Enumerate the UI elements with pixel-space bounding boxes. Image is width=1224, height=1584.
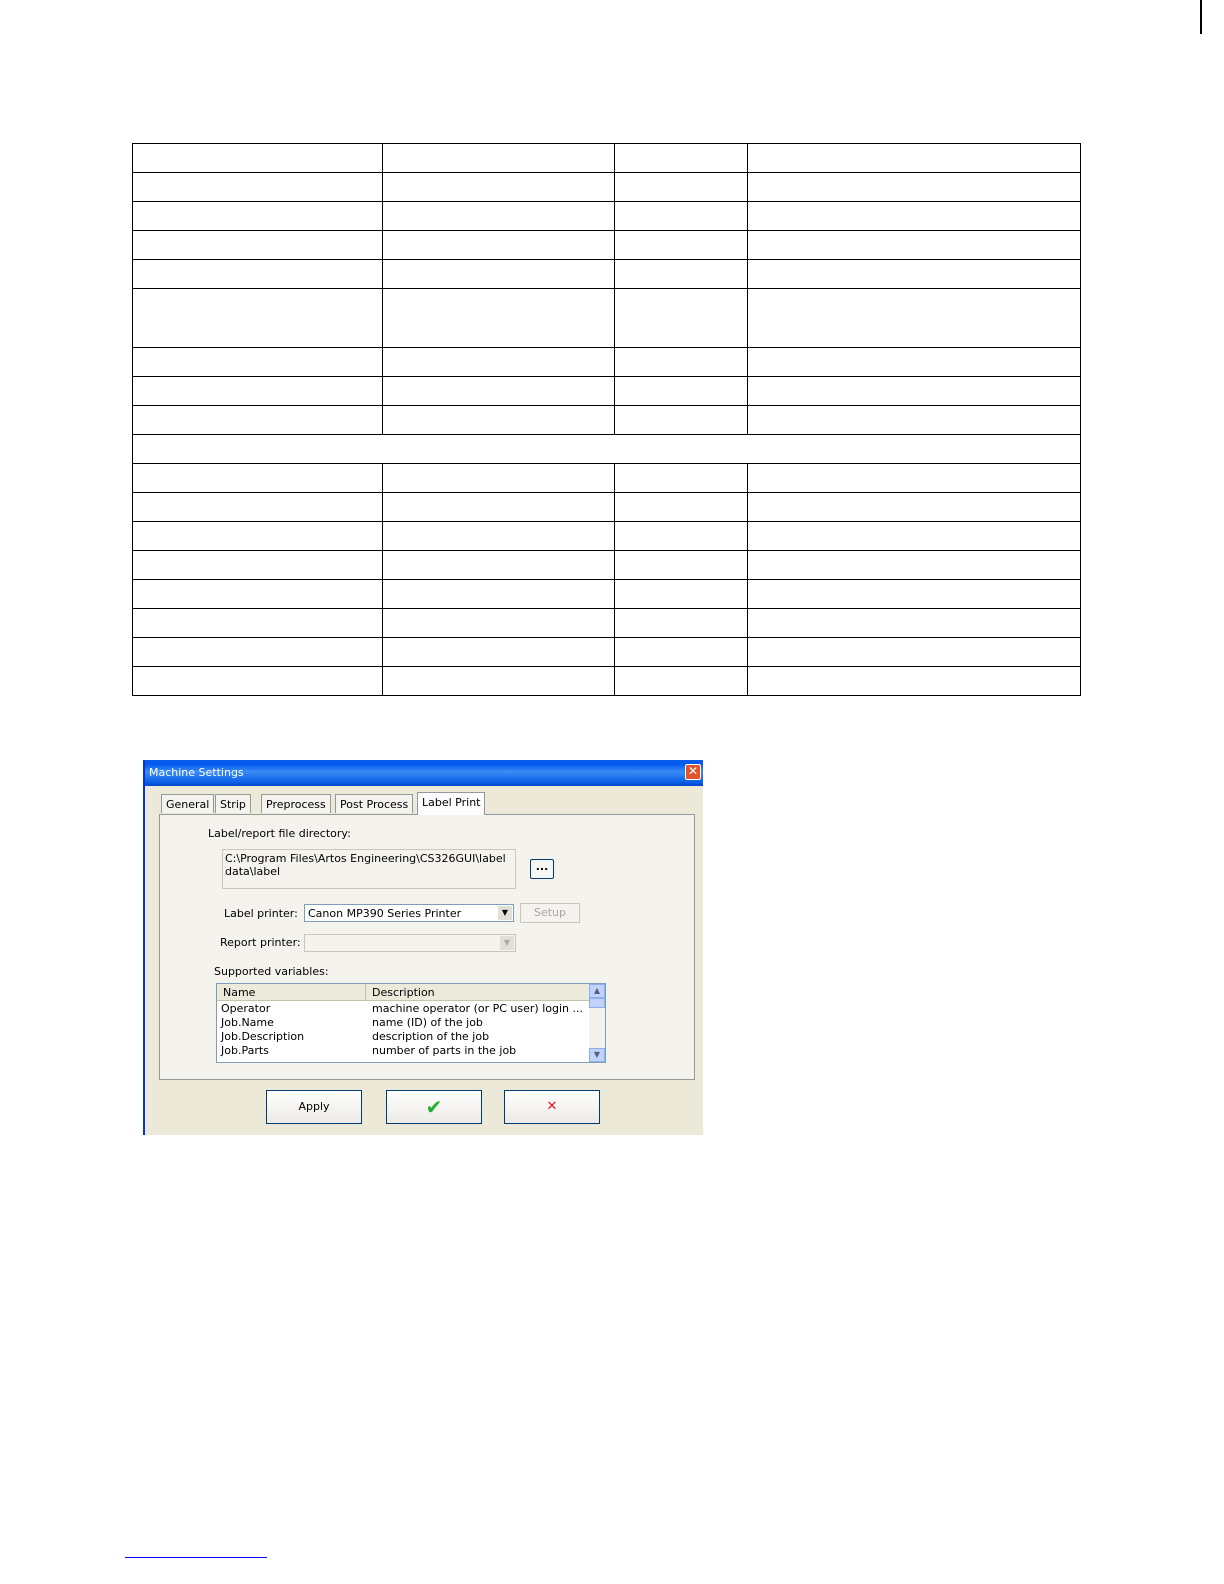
table-row: [133, 406, 1081, 435]
table-row: [133, 667, 1081, 696]
table-row: [133, 493, 1081, 522]
table-row: [133, 464, 1081, 493]
variable-name: Job.Name: [221, 1016, 274, 1029]
machine-settings-dialog: [143, 760, 703, 1135]
table-row: [133, 522, 1081, 551]
variable-description: machine operator (or PC user) login ...: [372, 1002, 583, 1015]
scroll-down-icon[interactable]: ▼: [589, 1048, 605, 1062]
close-icon: ✕: [546, 1099, 558, 1114]
table-row: [133, 202, 1081, 231]
variable-name: Operator: [221, 1002, 271, 1015]
chevron-down-icon[interactable]: ▼: [498, 906, 512, 920]
checkmark-icon: ✔: [425, 1095, 443, 1119]
dialog-titlebar[interactable]: [145, 760, 703, 786]
table-row: [133, 289, 1081, 348]
label-printer-select[interactable]: [304, 904, 514, 922]
scroll-thumb[interactable]: [589, 998, 605, 1008]
cancel-button[interactable]: [504, 1090, 600, 1124]
table-row: [133, 580, 1081, 609]
table-row: [133, 609, 1081, 638]
supported-variables-label: Supported variables:: [214, 965, 329, 978]
list-header: [217, 984, 591, 1001]
label-printer-label: Label printer:: [224, 907, 298, 920]
column-header-description[interactable]: Description: [372, 986, 435, 999]
column-divider[interactable]: [365, 984, 366, 1000]
label-printer-value: Canon MP390 Series Printer: [308, 907, 462, 920]
apply-button[interactable]: [266, 1090, 362, 1124]
tab-general[interactable]: General: [161, 794, 214, 813]
vertical-scrollbar[interactable]: [589, 984, 605, 1062]
close-button[interactable]: [685, 764, 701, 780]
chevron-down-icon[interactable]: ▼: [500, 936, 514, 950]
table-row: [133, 231, 1081, 260]
tab-preprocess[interactable]: Preprocess: [261, 794, 331, 813]
directory-label: Label/report file directory:: [208, 827, 351, 840]
tab-strip[interactable]: Strip: [215, 794, 251, 813]
variable-name: Job.Parts: [221, 1044, 269, 1057]
variable-description: name (ID) of the job: [372, 1016, 483, 1029]
table-row: [133, 377, 1081, 406]
variable-description: number of parts in the job: [372, 1044, 517, 1057]
tab-label-print[interactable]: Label Print: [417, 792, 485, 815]
variable-name: Job.Description: [221, 1030, 305, 1043]
ok-button[interactable]: [386, 1090, 482, 1124]
label-print-panel: [159, 814, 695, 1080]
list-item[interactable]: [217, 1044, 591, 1058]
list-item[interactable]: [217, 1030, 591, 1044]
tab-post-process[interactable]: Post Process: [335, 794, 413, 813]
table-row: [133, 173, 1081, 202]
scroll-up-icon[interactable]: ▲: [589, 984, 605, 998]
table-row: [133, 348, 1081, 377]
variable-description: description of the job: [372, 1030, 490, 1043]
empty-grid-table: [132, 143, 1081, 696]
list-item[interactable]: [217, 1002, 591, 1016]
footnote-rule: [125, 1557, 267, 1558]
apply-label: Apply: [298, 1100, 330, 1113]
table-row: [133, 638, 1081, 667]
column-header-name[interactable]: Name: [223, 986, 256, 999]
setup-button[interactable]: Setup: [520, 903, 580, 923]
table-section-row: [133, 435, 1081, 464]
report-printer-select[interactable]: [304, 934, 516, 952]
table-row: [133, 260, 1081, 289]
close-icon: ✕: [687, 764, 699, 778]
supported-variables-list[interactable]: [216, 983, 606, 1063]
browse-button[interactable]: ...: [530, 859, 554, 879]
list-item[interactable]: [217, 1016, 591, 1030]
table-row: [133, 144, 1081, 173]
dialog-title: Machine Settings: [149, 766, 244, 779]
report-printer-label: Report printer:: [220, 936, 301, 949]
table-row: [133, 551, 1081, 580]
directory-field[interactable]: C:\Program Files\Artos Engineering\CS326GUI\label data\label: [222, 849, 516, 889]
corner-mark: [1200, 0, 1202, 34]
